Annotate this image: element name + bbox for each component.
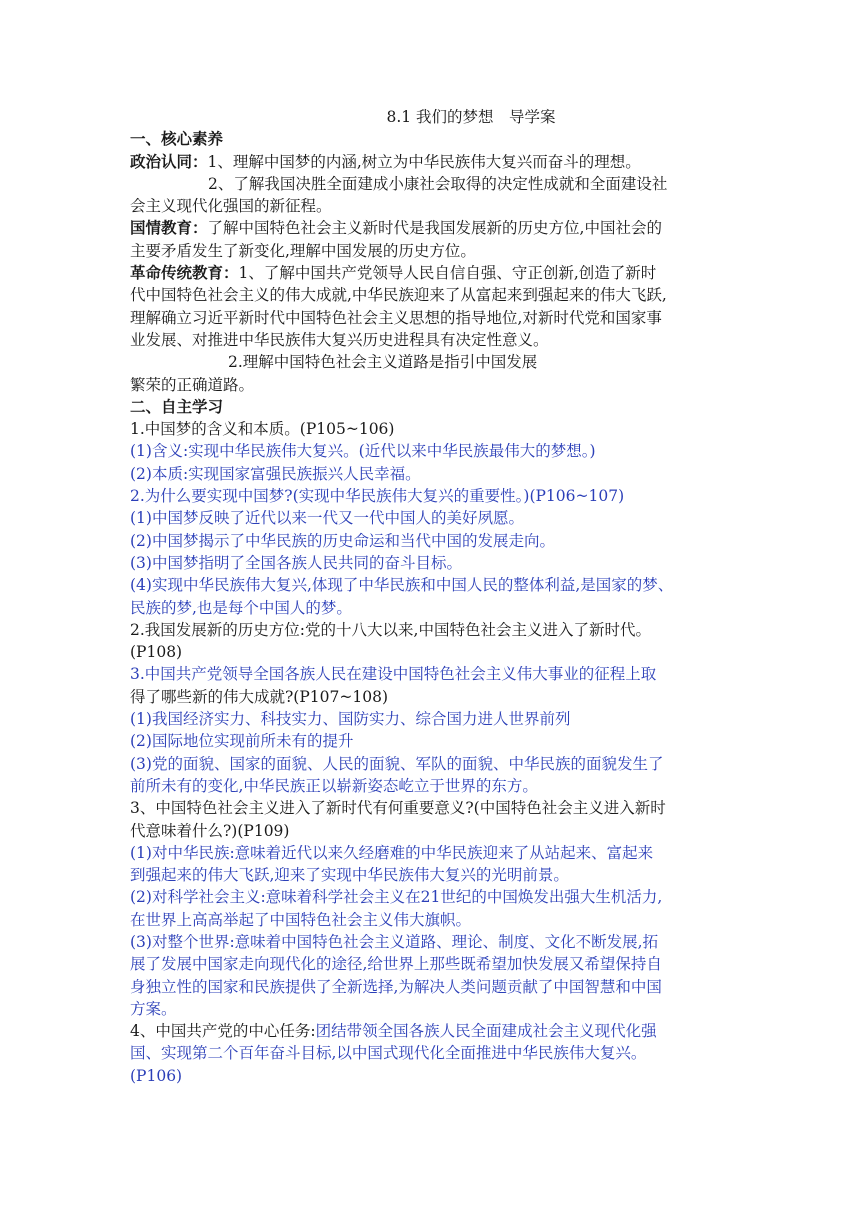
national-education-label: 国情教育： [130, 218, 208, 238]
answer-1-2: (2)本质:实现国家富强民族振兴人民幸福。 [130, 464, 421, 483]
answer-5-1-line2: 到强起来的伟大飞跃,迎来了实现中华民族伟大复兴的光明前景。 [130, 866, 569, 885]
revolution-education-label: 革命传统教育： [130, 263, 239, 283]
answer-5-3-line2: 展了发展中国家走向现代化的途径,给世界上那些既希望加快发展又希望保持自 [130, 955, 662, 974]
question-3-line1: 2.我国发展新的历史方位:党的十八大以来,中国特色社会主义进入了新时代。 [130, 620, 651, 639]
answer-4-2: (2)国际地位实现前所未有的提升 [130, 732, 354, 751]
question-3-line2: (P108) [130, 643, 183, 662]
revolution-education-line2: 代中国特色社会主义的伟大成就,中华民族迎来了从富起来到强起来的伟大飞跃, [130, 286, 667, 305]
question-6-label: 4、中国共产党的中心任务: [130, 1022, 316, 1041]
answer-5-3-line4: 方案。 [130, 999, 177, 1018]
answer-2-3: (3)中国梦指明了全国各族人民共同的奋斗目标。 [130, 553, 462, 572]
section-heading-self-study: 二、自主学习 [130, 396, 224, 416]
national-education-text1: 了解中国特色社会主义新时代是我国发展新的历史方位,中国社会的 [207, 219, 662, 238]
question-2: 2.为什么要实现中国梦?(实现中华民族伟大复兴的重要性。)(P106~107) [130, 487, 625, 506]
national-education-line1 [130, 217, 742, 239]
answer-5-3-line1: (3)对整个世界:意味着中国特色社会主义道路、理论、制度、文化不断发展,拓 [130, 932, 659, 951]
political-identity-label: 政治认同： [130, 151, 208, 171]
political-identity-item2-line1: 2、了解我国决胜全面建成小康社会取得的决定性成就和全面建设社 [208, 174, 668, 193]
political-identity-text1: 1、理解中国梦的内涵,树立为中华民族伟大复兴而奋斗的理想。 [207, 152, 641, 171]
revolution-education-line1 [130, 262, 742, 284]
question-4-line1: 3.中国共产党领导全国各族人民在建设中国特色社会主义伟大事业的征程上取 [130, 665, 657, 684]
answer-5-2-line2: 在世界上高高举起了中国特色社会主义伟大旗帜。 [130, 910, 472, 929]
answer-6-line1: 团结带领全国各族人民全面建成社会主义现代化强 [315, 1022, 657, 1041]
political-identity-item1 [130, 151, 742, 173]
page-title: 8.1 我们的梦想 导学案 [386, 108, 556, 126]
answer-2-4-line1: (4)实现中华民族伟大复兴,体现了中华民族和中国人民的整体利益,是国家的梦、 [130, 576, 674, 595]
national-education-line2: 主要矛盾发生了新变化,理解中国发展的历史方位。 [130, 241, 476, 260]
answer-4-1: (1)我国经济实力、科技实力、国防实力、综合国力进人世界前列 [130, 710, 571, 729]
revolution-education-item2-line1: 2.理解中国特色社会主义道路是指引中国发展 [228, 353, 538, 372]
revolution-education-text1: 1、了解中国共产党领导人民自信自强、守正创新,创造了新时 [238, 264, 657, 283]
question-5-line2: 代意味着什么?)(P109) [130, 821, 290, 840]
section-heading-core-literacy: 一、核心素养 [130, 129, 224, 149]
revolution-education-line3: 理解确立习近平新时代中国特色社会主义思想的指导地位,对新时代党和国家事 [130, 308, 662, 327]
political-identity-item2-line2: 会主义现代化强国的新征程。 [130, 197, 332, 216]
question-4-line2: 得了哪些新的伟大成就?(P107~108) [130, 687, 388, 706]
answer-5-1-line1: (1)对中华民族:意味着近代以来久经磨难的中华民族迎来了从站起来、富起来 [130, 843, 654, 862]
question-1: 1.中国梦的含义和本质。(P105~106) [130, 420, 395, 439]
revolution-education-item2-line2: 繁荣的正确道路。 [130, 375, 255, 394]
answer-2-4-line2: 民族的梦,也是每个中国人的梦。 [130, 598, 352, 617]
revolution-education-line4: 业发展、对推进中华民族伟大复兴历史进程具有决定性意义。 [130, 330, 549, 349]
answer-6-line3: (P106) [130, 1066, 183, 1085]
answer-5-3-line3: 身独立性的国家和民族提供了全新选择,为解决人类问题贡献了中国智慧和中国 [130, 977, 662, 996]
answer-4-3-line1: (3)党的面貌、国家的面貌、人民的面貌、军队的面貌、中华民族的面貌发生了 [130, 754, 664, 773]
question-6-line1 [130, 1020, 742, 1042]
answer-2-1: (1)中国梦反映了近代以来一代又一代中国人的美好夙愿。 [130, 509, 524, 528]
answer-2-2: (2)中国梦揭示了中华民族的历史命运和当代中国的发展走向。 [130, 531, 555, 550]
document-content [130, 106, 742, 1087]
answer-4-3-line2: 前所未有的变化,中华民族正以崭新姿态屹立于世界的东方。 [130, 776, 538, 795]
answer-5-2-line1: (2)对科学社会主义:意味着科学社会主义在21世纪的中国焕发出强大生机活力, [130, 888, 663, 907]
answer-6-line2: 国、实现第二个百年奋斗目标,以中国式现代化全面推进中华民族伟大复兴。 [130, 1044, 647, 1063]
question-5-line1: 3、中国特色社会主义进入了新时代有何重要意义?(中国特色社会主义进入新时 [130, 799, 666, 818]
answer-1-1: (1)含义:实现中华民族伟大复兴。(近代以来中华民族最伟大的梦想。) [130, 442, 596, 461]
